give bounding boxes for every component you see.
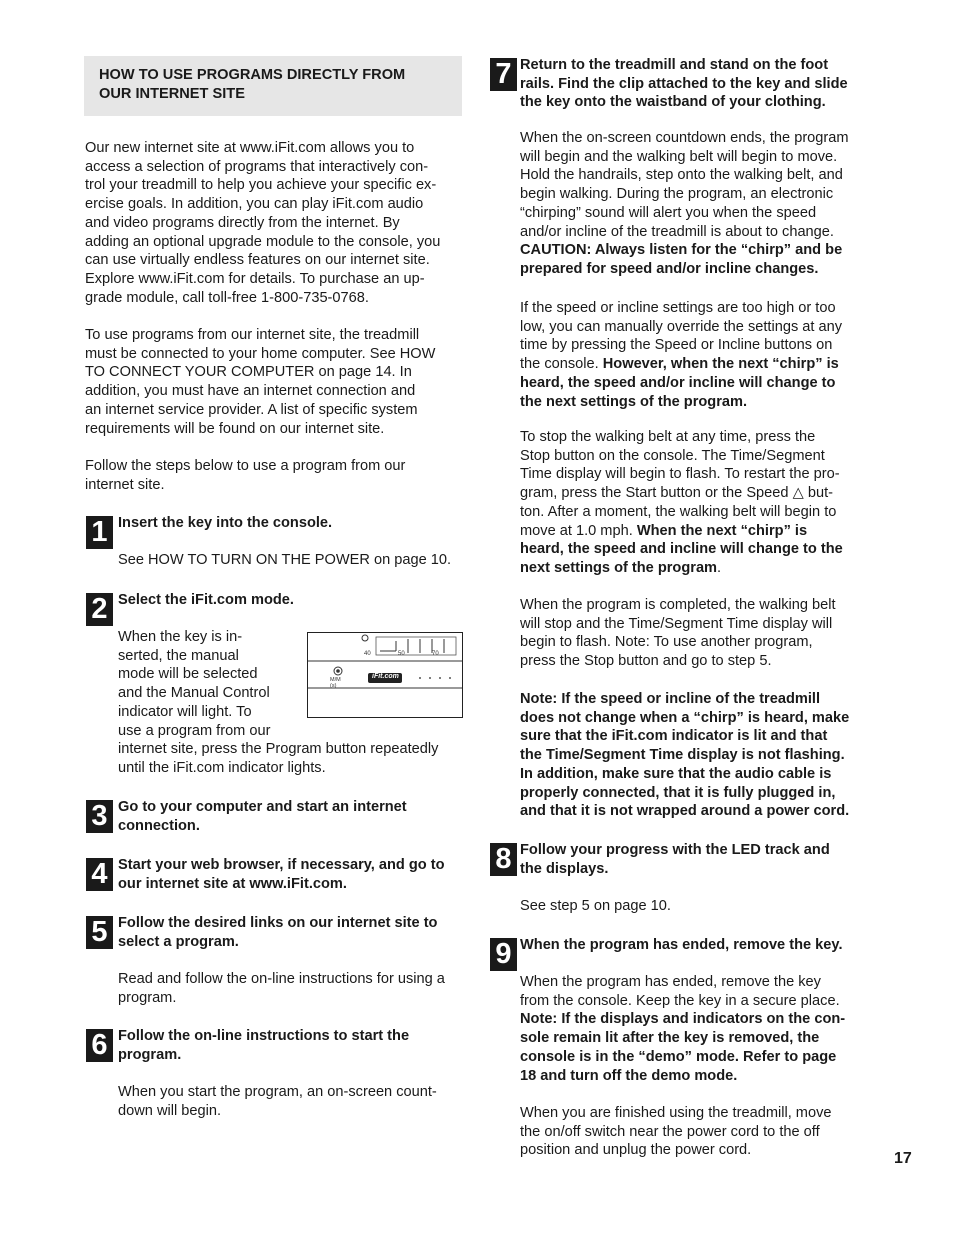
section-title-line: HOW TO USE PROGRAMS DIRECTLY FROM	[99, 67, 406, 83]
text-line: See HOW TO TURN ON THE POWER on page 10.	[118, 552, 452, 568]
step-5-body	[118, 970, 445, 1007]
text-line: internet site, press the Program button repeatedly	[118, 741, 439, 758]
step-5-title	[118, 914, 437, 951]
step-number-1: 1	[86, 516, 113, 549]
text-line: Insert the key into the console.	[118, 515, 333, 531]
step-number-3: 3	[86, 800, 113, 833]
step-9-paragraph-2	[520, 1104, 832, 1160]
text-line: “chirping” sound will alert you when the speed	[520, 204, 817, 221]
section-title-line: OUR INTERNET SITE	[99, 86, 245, 102]
text-line: time by pressing the Speed or Incline buttons on	[520, 337, 833, 354]
text-line	[520, 355, 842, 374]
step-1-title	[118, 514, 332, 533]
ifit-logo: iFit.com	[372, 673, 399, 680]
text-line: properly connected, that it is fully plugged in,	[520, 784, 836, 801]
text-line: internet site.	[85, 476, 165, 493]
text-line: If the speed or incline settings are too high or too	[520, 300, 836, 316]
text-line: access a selection of programs that interactively con-	[85, 158, 429, 175]
text-line: connection.	[118, 817, 200, 834]
step-9-title	[520, 936, 843, 955]
text-line: When the key is in-	[118, 629, 243, 645]
note-line: sole remain lit after the key is removed, the	[520, 1030, 820, 1047]
text-line: low, you can manually override the settings at any	[520, 318, 843, 335]
text-line: the displays.	[520, 860, 609, 877]
text-line: select a program.	[118, 933, 239, 950]
section-title	[99, 66, 405, 104]
text-line: addition, you must have an internet connection and	[85, 383, 416, 400]
text-line: begin walking. During the program, an electronic	[520, 186, 834, 203]
text-line: Select the iFit.com mode.	[118, 592, 294, 608]
text-line: TO CONNECT YOUR COMPUTER on page 14. In	[85, 364, 412, 381]
text-line: To stop the walking belt at any time, press the	[520, 429, 816, 445]
text-line: the on/off switch near the power cord to the off	[520, 1123, 820, 1140]
step-9-paragraph-1	[520, 973, 845, 1085]
intro-paragraph-1	[85, 139, 440, 307]
step-7-paragraph-1	[520, 129, 849, 279]
text-line: the next settings of the program.	[520, 393, 748, 410]
step-7-paragraph-4	[520, 596, 836, 671]
text-line: rails. Find the clip attached to the key and slide	[520, 75, 848, 92]
text-line	[520, 559, 843, 578]
note-line: 18 and turn off the demo mode.	[520, 1067, 738, 1084]
text-line: Time display will begin to flash. To restart the pro-	[520, 466, 840, 483]
text-line: When the on-screen countdown ends, the program	[520, 130, 849, 146]
intro-paragraph-2	[85, 326, 435, 438]
text-line: mode will be selected	[118, 666, 258, 683]
text-line: heard, the speed and/or incline will change to	[520, 374, 836, 391]
text-line: until the iFit.com indicator lights.	[118, 759, 326, 776]
text-line: Read and follow the on-line instructions for using a	[118, 971, 445, 987]
console-tick: 40	[364, 651, 371, 657]
text-line: down will begin.	[118, 1102, 222, 1119]
text-line: and the Manual Control	[118, 685, 270, 702]
text-line: indicator will light. To	[118, 703, 252, 720]
step-6-title	[118, 1027, 409, 1064]
step-2-title	[118, 591, 294, 610]
section-header-box	[84, 56, 462, 116]
step-number-5: 5	[86, 916, 113, 949]
text-line: Follow your progress with the LED track and	[520, 842, 830, 858]
text-line: position and unplug the power cord.	[520, 1142, 752, 1159]
step-number-2: 2	[86, 593, 113, 626]
text-line: from the console. Keep the key in a secure place.	[520, 992, 840, 1009]
step-4-title	[118, 856, 445, 893]
text-span: When the next “chirp” is	[636, 522, 808, 539]
text-line: use a program from our	[118, 722, 271, 739]
caution-line: prepared for speed and/or incline changes.	[520, 260, 819, 277]
text-line: ercise goals. In addition, you can play iFit.com audio	[85, 196, 424, 213]
console-illustration	[307, 632, 463, 718]
text-line: program.	[118, 989, 177, 1006]
text-line: program.	[118, 1046, 182, 1063]
step-7-title	[520, 56, 848, 112]
note-line: console is in the “demo” mode. Refer to page	[520, 1048, 837, 1065]
text-line: requirements will be found on our internet site.	[85, 420, 385, 437]
text-line: Our new internet site at www.iFit.com allows you to	[85, 140, 415, 156]
text-line: In addition, make sure that the audio cable is	[520, 765, 832, 782]
text-line: When the program has ended, remove the key.	[520, 937, 843, 953]
text-line: adding an optional upgrade module to the console, you	[85, 233, 441, 250]
text-line: an internet service provider. A list of specific system	[85, 401, 418, 418]
text-line: See step 5 on page 10.	[520, 898, 671, 914]
text-line: can use virtually endless features on our internet site.	[85, 252, 430, 269]
console-tick: 70	[432, 651, 439, 657]
text-span: However, when the next “chirp” is	[602, 356, 839, 373]
text-line: Explore www.iFit.com for details. To purchase an up-	[85, 270, 425, 287]
text-line: grade module, call toll-free 1-800-735-0768.	[85, 289, 369, 306]
text-line: When the program is completed, the walking belt	[520, 597, 836, 613]
text-line: will begin and the walking belt will begin to move.	[520, 148, 838, 165]
text-line: serted, the manual	[118, 647, 239, 664]
page-number: 17	[894, 1150, 912, 1167]
text-line: will stop and the Time/Segment Time display will	[520, 615, 833, 632]
text-line: Start your web browser, if necessary, and go to	[118, 857, 445, 873]
text-line: our internet site at www.iFit.com.	[118, 875, 347, 892]
text-line	[520, 522, 843, 541]
step-7-paragraph-3	[520, 428, 843, 578]
text-line: must be connected to your home computer. See HOW	[85, 345, 436, 362]
text-line: Go to your computer and start an internet	[118, 799, 407, 815]
text-line: When you start the program, an on-screen count-	[118, 1084, 437, 1100]
step-6-body	[118, 1083, 437, 1120]
caution-line: CAUTION: Always listen for the “chirp” and be	[520, 242, 843, 259]
console-mode-label	[330, 677, 341, 689]
text-line: Note: If the speed or incline of the treadmill	[520, 691, 821, 707]
text-line: does not change when a “chirp” is heard, make	[520, 709, 850, 726]
text-line: and video programs directly from the internet. By	[85, 214, 400, 231]
text-line: the Time/Segment Time display is not flashing.	[520, 747, 845, 764]
text-line: M/M	[330, 677, 341, 683]
step-8-title	[520, 841, 830, 878]
step-8-body	[520, 897, 671, 916]
note-line: Note: If the displays and indicators on the con-	[520, 1011, 846, 1028]
text-line: trol your treadmill to help you achieve your specific ex-	[85, 177, 437, 194]
console-tick: 50	[398, 651, 405, 657]
step-number-9: 9	[490, 938, 517, 971]
text-line: heard, the speed and incline will change to the	[520, 541, 843, 558]
text-line: (s)	[330, 683, 337, 689]
step-7-paragraph-2	[520, 299, 842, 411]
step-number-8: 8	[490, 843, 517, 876]
text-line: Hold the handrails, step onto the walking belt, and	[520, 167, 843, 184]
step-number-6: 6	[86, 1029, 113, 1062]
text-line: press the Stop button and go to step 5.	[520, 653, 772, 670]
text-span: the console.	[520, 356, 603, 373]
text-span: .	[717, 559, 722, 576]
step-7-note	[520, 690, 849, 821]
text-line: Stop button on the console. The Time/Segment	[520, 447, 825, 464]
text-line: and that it is not wrapped around a power cord.	[520, 803, 850, 820]
text-line: Follow the on-line instructions to start the	[118, 1028, 410, 1044]
intro-paragraph-3	[85, 457, 405, 494]
text-span: move at 1.0 mph.	[520, 522, 637, 539]
text-line: ton. After a moment, the walking belt will begin to	[520, 503, 837, 520]
step-number-4: 4	[86, 858, 113, 891]
text-line: When you are finished using the treadmill, move	[520, 1105, 832, 1121]
step-1-body	[118, 551, 451, 570]
text-line: Follow the desired links on our internet site to	[118, 915, 438, 931]
text-line: gram, press the Start button or the Speed △ but-	[520, 485, 833, 502]
text-line: Follow the steps below to use a program from our	[85, 458, 406, 474]
text-line: To use programs from our internet site, the treadmill	[85, 327, 420, 343]
text-line: Return to the treadmill and stand on the foot	[520, 57, 829, 73]
text-span: next settings of the program	[520, 559, 718, 576]
text-line: begin to flash. Note: To use another program,	[520, 634, 813, 651]
step-3-title	[118, 798, 407, 835]
text-line: the key onto the waistband of your clothing.	[520, 94, 826, 111]
text-line: and/or incline of the treadmill is about to change.	[520, 223, 834, 240]
step-number-7: 7	[490, 58, 517, 91]
text-line: When the program has ended, remove the key	[520, 974, 821, 990]
text-line: sure that the iFit.com indicator is lit and that	[520, 728, 828, 745]
